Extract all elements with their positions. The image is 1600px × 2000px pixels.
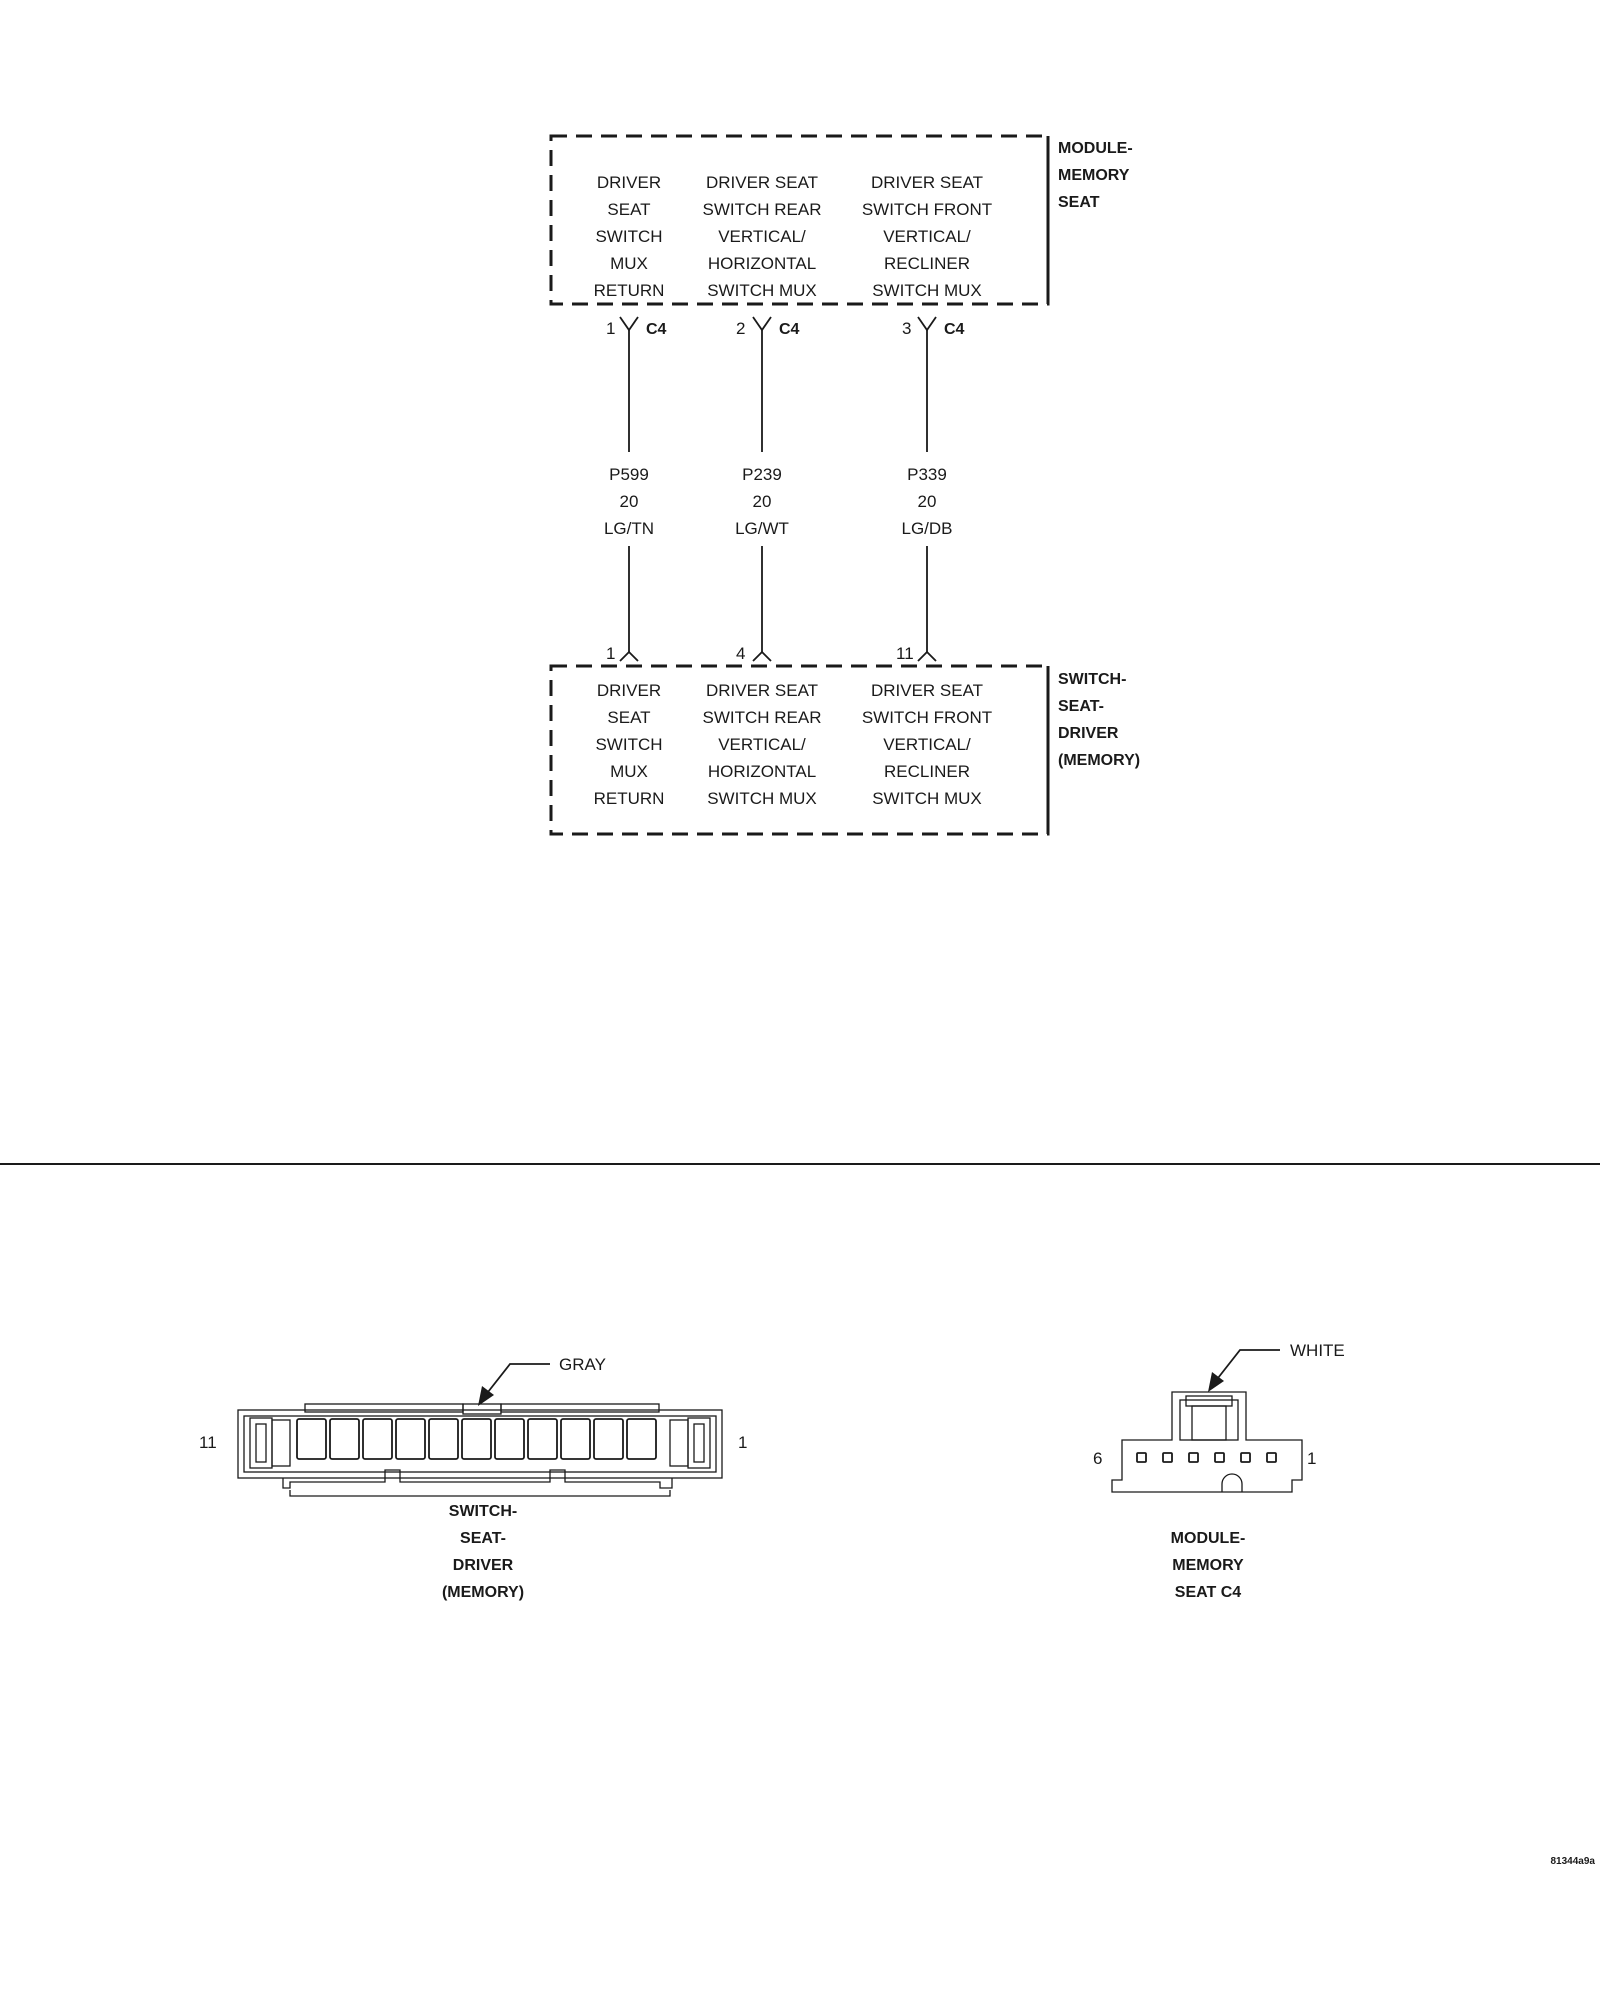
pin-number: 1 <box>606 644 616 663</box>
circuit-label-line: VERTICAL/ <box>883 735 971 754</box>
connector-housing <box>1112 1392 1302 1492</box>
circuit-label-line: VERTICAL/ <box>718 735 806 754</box>
arrow-head-icon <box>1208 1372 1224 1392</box>
bottom-circuit-1 <box>594 681 665 808</box>
pin-number: 4 <box>736 644 746 663</box>
latch-tab <box>463 1404 501 1414</box>
wire-circuit: P339 <box>907 465 947 484</box>
circuit-label-line: SWITCH MUX <box>707 789 817 808</box>
circuit-label-line: VERTICAL/ <box>883 227 971 246</box>
connector-name-line: (MEMORY) <box>441 1584 525 1601</box>
top-module-name-line: SEAT <box>1058 194 1100 211</box>
connector-name <box>442 1503 524 1601</box>
circuit-label-line: DRIVER SEAT <box>870 681 984 700</box>
female-terminal-icon <box>918 317 936 330</box>
wire-3-label <box>901 465 952 538</box>
top-pin-1 <box>606 317 667 338</box>
connector-name <box>1171 1530 1246 1601</box>
circuit-label-line: SWITCH FRONT <box>861 200 993 219</box>
circuit-label-line: DRIVER <box>596 173 662 192</box>
connector-housing-inner <box>244 1416 716 1472</box>
circuit-label-line: SWITCH MUX <box>872 789 982 808</box>
circuit-label-line: RETURN <box>593 789 665 808</box>
wire-gauge: 20 <box>619 492 639 511</box>
connector-housing <box>238 1410 722 1478</box>
connector-cavities <box>297 1419 656 1459</box>
male-terminal-icon <box>620 652 638 661</box>
connector-name-line: MODULE- <box>1170 1530 1246 1547</box>
circuit-label-line: SWITCH MUX <box>872 281 982 300</box>
module-memory-seat-c4-connector-view <box>1093 1341 1345 1601</box>
pin-label-right: 1 <box>1307 1449 1317 1468</box>
connector-name-line: SWITCH- <box>448 1503 518 1520</box>
circuit-label-line: SWITCH REAR <box>702 200 822 219</box>
circuit-label-line: RECLINER <box>884 762 970 781</box>
circuit-label-line: SEAT <box>607 200 651 219</box>
bottom-circuit-3 <box>862 681 992 808</box>
top-module-border <box>551 136 1048 304</box>
switch-seat-driver-connector-view <box>199 1355 747 1601</box>
bottom-pin-11 <box>896 644 936 663</box>
bottom-module-name-line: SEAT- <box>1058 698 1104 715</box>
wire-gauge: 20 <box>752 492 772 511</box>
connector-color-label: WHITE <box>1290 1341 1345 1360</box>
pin-number: 3 <box>902 319 912 338</box>
bottom-module <box>551 666 1140 834</box>
connector-cavities <box>1137 1453 1276 1462</box>
circuit-label-line: RETURN <box>593 281 665 300</box>
bottom-module-name-line: (MEMORY) <box>1058 752 1141 769</box>
connector-color-label: GRAY <box>559 1355 606 1374</box>
wire-gauge: 20 <box>917 492 937 511</box>
pin-number: 11 <box>896 644 914 663</box>
pin-label-left: 11 <box>199 1433 217 1452</box>
circuit-label-line: HORIZONTAL <box>707 254 817 273</box>
pin-label-right: 1 <box>738 1433 748 1452</box>
bottom-pin-1 <box>606 644 638 663</box>
pin-label-left: 6 <box>1093 1449 1103 1468</box>
connector-id: C4 <box>646 321 667 338</box>
top-circuit-3 <box>862 173 992 300</box>
male-terminal-icon <box>918 652 936 661</box>
pin-number: 2 <box>736 319 746 338</box>
circuit-label-line: RECLINER <box>884 254 970 273</box>
top-pin-3 <box>902 317 965 338</box>
circuit-label-line: DRIVER <box>596 681 662 700</box>
connector-id: C4 <box>944 321 965 338</box>
color-callout <box>1208 1341 1345 1392</box>
circuit-label-line: SEAT <box>607 708 651 727</box>
wire-circuit: P599 <box>609 465 649 484</box>
top-pin-2 <box>736 317 800 338</box>
latch-tab <box>1186 1396 1232 1406</box>
circuit-label-line: MUX <box>610 254 648 273</box>
top-module-name-line: MODULE- <box>1058 140 1133 157</box>
top-module-name-line: MEMORY <box>1058 167 1130 184</box>
wires <box>604 330 953 652</box>
wire-1-label <box>604 465 654 538</box>
connector-id: C4 <box>779 321 800 338</box>
connector-name-line: SEAT- <box>460 1530 506 1547</box>
connector-name-line: MEMORY <box>1172 1557 1244 1574</box>
bottom-module-name <box>1048 666 1140 834</box>
male-terminal-icon <box>753 652 771 661</box>
top-module <box>551 136 1133 304</box>
bottom-pins <box>606 644 936 663</box>
bottom-module-name-line: SWITCH- <box>1058 671 1127 688</box>
bottom-pin-4 <box>736 644 771 663</box>
circuit-label-line: DRIVER SEAT <box>870 173 984 192</box>
bottom-module-name-line: DRIVER <box>1058 725 1119 742</box>
wire-2-label <box>735 465 789 538</box>
circuit-label-line: SWITCH FRONT <box>861 708 993 727</box>
bottom-circuit-2 <box>703 681 822 808</box>
circuit-label-line: HORIZONTAL <box>707 762 817 781</box>
pin-number: 1 <box>606 319 616 338</box>
top-circuit-2 <box>703 173 822 300</box>
circuit-label-line: DRIVER SEAT <box>705 681 819 700</box>
circuit-label-line: VERTICAL/ <box>718 227 806 246</box>
wire-color: LG/WT <box>735 519 789 538</box>
connector-name-line: SEAT C4 <box>1174 1584 1242 1601</box>
top-module-name <box>1048 136 1133 304</box>
color-callout <box>478 1355 606 1406</box>
figure-id: 81344a9a <box>1550 1856 1595 1867</box>
circuit-label-line: SWITCH MUX <box>707 281 817 300</box>
arrow-head-icon <box>478 1386 494 1406</box>
wire-color: LG/DB <box>901 519 953 538</box>
circuit-label-line: SWITCH <box>595 735 663 754</box>
top-pins <box>606 317 965 338</box>
circuit-label-line: MUX <box>610 762 648 781</box>
circuit-label-line: SWITCH <box>595 227 663 246</box>
wire-color: LG/TN <box>603 519 655 538</box>
polarizing-key <box>1222 1474 1242 1492</box>
female-terminal-icon <box>753 317 771 330</box>
top-circuit-1 <box>594 173 665 300</box>
wire-circuit: P239 <box>742 465 782 484</box>
connector-name-line: DRIVER <box>452 1557 514 1574</box>
female-terminal-icon <box>620 317 638 330</box>
circuit-label-line: DRIVER SEAT <box>705 173 819 192</box>
circuit-label-line: SWITCH REAR <box>702 708 822 727</box>
